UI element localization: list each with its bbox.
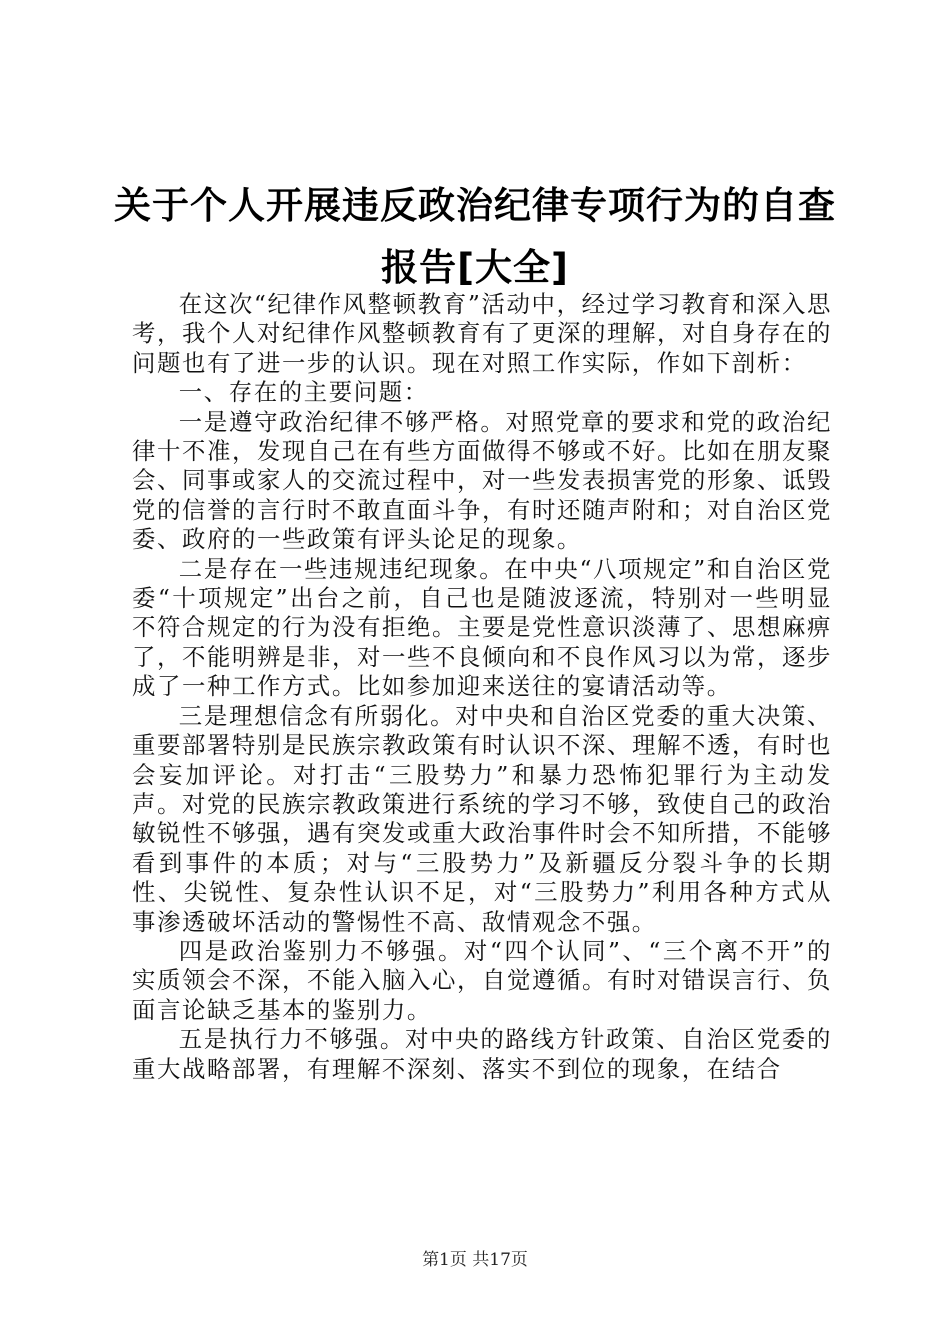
section-heading: 一、存在的主要问题：: [178, 378, 429, 407]
document-body: [132, 290, 832, 1084]
paragraph-problem-3: 三是理想信念有所弱化。对中央和自治区党委的重大决策、重要部署特别是民族宗教政策有时认识不深、理解不透，有时也会妄加评论。对打击“三股势力”和暴力恐怖犯罪行为主动发声。对党的民族宗教政策进行系统的学习不够，致使自己的政治敏锐性不够强，遇有突发或重大政治事件时会不知所措，不能够看到事件的本质；对与“三股势力”及新疆反分裂斗争的长期性、尖锐性、复杂性认识不足，对“三股势力”利用各种方式从事渗透破坏活动的警惕性不高、敌情观念不强。: [132, 701, 832, 936]
paragraph-problem-5: 五是执行力不够强。对中央的路线方针政策、自治区党委的重大战略部署，有理解不深刻、落实不到位的现象，在结合: [132, 1025, 832, 1083]
paragraph-problem-2: 二是存在一些违规违纪现象。在中央“八项规定”和自治区党委“十项规定”出台之前，自己也是随波逐流，特别对一些明显不符合规定的行为没有拒绝。主要是党性意识淡薄了、思想麻痹了，不能明辨是非，对一些不良倾向和不良作风习以为常，逐步成了一种工作方式。比如参加迎来送往的宴请活动等。: [132, 554, 832, 701]
paragraph-intro: 在这次“纪律作风整顿教育”活动中，经过学习教育和深入思考，我个人对纪律作风整顿教育有了更深的理解，对自身存在的问题也有了进一步的认识。现在对照工作实际，作如下剖析：: [132, 290, 832, 377]
document-title: 关于个人开展违反政治纪律专项行为的自查报告[大全]: [114, 183, 836, 289]
paragraph-problem-4: 四是政治鉴别力不够强。对“四个认同”、“三个离不开”的实质领会不深，不能入脑入心，自觉遵循。有时对错误言行、负面言论缺乏基本的鉴别力。: [132, 936, 832, 1024]
paragraph-problem-1: 一是遵守政治纪律不够严格。对照党章的要求和党的政治纪律十不准，发现自己在有些方面做得不够或不好。比如在朋友聚会、同事或家人的交流过程中，对一些发表损害党的形象、诋毁党的信誉的言行时不敢直面斗争，有时还随声附和；对自治区党委、政府的一些政策有评头论足的现象。: [132, 407, 832, 554]
page-number-footer: 第1页 共17页: [422, 1250, 528, 1270]
